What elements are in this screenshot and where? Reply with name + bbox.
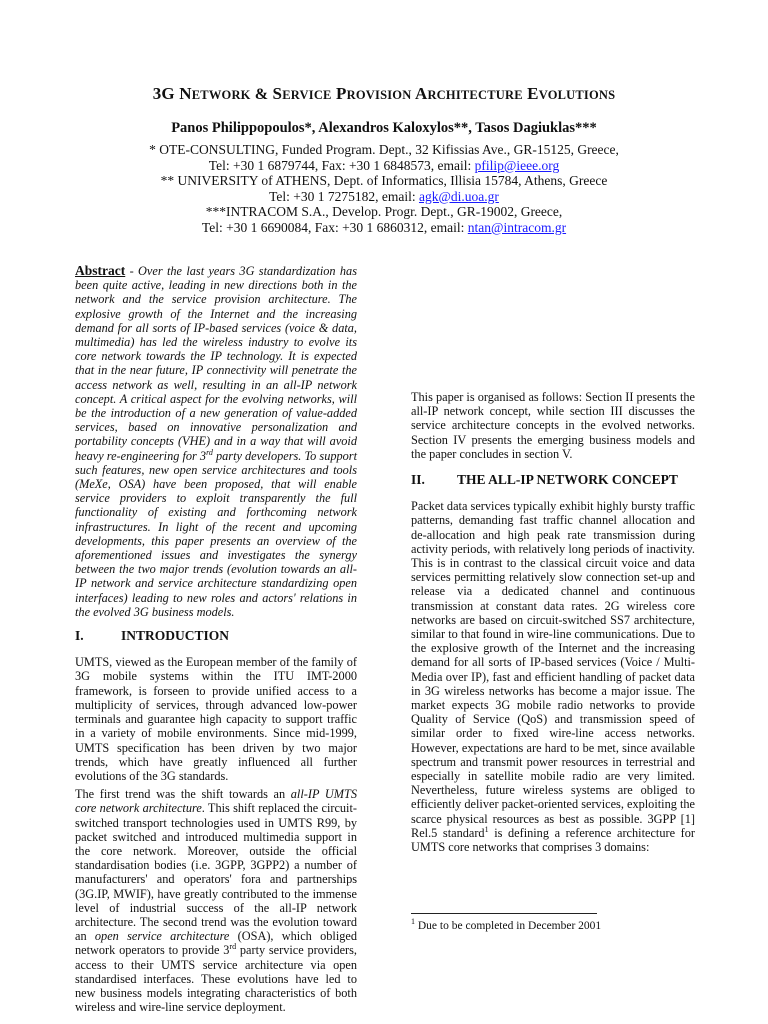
affiliation-athens: ** UNIVERSITY of ATHENS, Dept. of Informatics, Illisia 15784, Athens, Greece [160,173,608,188]
contact-intracom: Tel: +30 1 6690084, Fax: +30 1 6860312, email: ntan@intracom.gr [201,219,567,235]
paper-title: 3G NETWORK & SERVICE PROVISION ARCHITECTURE EVOLUTIONS [152,84,616,103]
email-link-athens[interactable]: agk@di.uoa.gr [418,188,499,204]
section-heading-all-ip: II. THE ALL-IP NETWORK CONCEPT [411,472,678,488]
email-link-ote[interactable]: pfilip@ieee.org [474,157,560,173]
intro-paragraph-3: This paper is organised as follows: Section II presents the all-IP network concept, while section III discusses the service architecture concepts in the evolved networks. Section IV presents the emerging business models and the paper concludes in section V. [411,390,695,461]
affiliations [0,142,768,235]
affiliation-ote: * OTE-CONSULTING, Funded Program. Dept., 32 Kifissias Ave., GR-15125, Greece, [149,142,619,157]
left-column [75,264,357,1014]
footnote: $^1$ Due to be completed in December 2001 [411,917,602,932]
section-heading-introduction: I. INTRODUCTION [75,628,230,644]
email-link-intracom[interactable]: ntan@intracom.gr [467,219,567,235]
author-list: Panos Philippopoulos*, Alexandros Kaloxylos**, Tasos Dagiuklas*** [171,120,597,136]
abstract-heading: Abstract [75,263,126,278]
footnote-divider [411,913,597,914]
abstract: Abstract - Over the last years 3G standardization has been quite active, leading in new directions both in the network and the service provision architecture. The explosive growth of the Internet and the increasing demand for all sorts of IP-based services (voice & data, multimedia) has led the wireless industry to evolve its core network towards the IP technology. It is expected that in the near future, IP connectivity will penetrate the access network as well, resulting in an all-IP network concept. A critical aspect for the evolving networks, will be the introduction of a new generation of value-added services, based on innovative personalization and portability concepts (VHE) and in a way that will avoid heavy re-engineering for 3rd party developers. To support such features, new open service architectures and tools (MeXe, OSA) have been proposed, that will enable service providers to exploit transparently the full functionality of existing and forthcoming network infrastructures. In light of the recent and upcoming developments, this paper presents an overview of the aforementioned issues and investigates the synergy between the two major trends (evolution towards an all-IP network and service architecture standardizing open interfaces) leading to new roles and actors' relations in the evolved 3G business models. [75,263,357,619]
all-ip-paragraph-1: Packet data services typically exhibit highly bursty traffic patterns, demanding fast traffic channel allocation and de-allocation and high peak rate transmission during activity periods, with relatively long periods of inactivity. This is in contrast to the classical circuit voice and data services permitting relatively slow connection set-up and release via a dedicated channel and continuous transmission at constant data rates. 2G wireless core networks are based on circuit-switched SS7 architecture, similar to that found in wire-line communications. Due to the explosive growth of the Internet and the increasing demand for all sorts of IP-based services (Voice / Multi-Media over IP), fast and efficient handling of packet data in 3G wireless networks has become a major issue. The market expects 3G mobile radio networks to provide Quality of Service (QoS) and transmission speed of similar order to fixed wire-line access networks. However, expectations are hard to be met, since available spectrum and transmit power resources in terrestrial and especially in satellite mobile radio are very limited. Nevertheless, future wireless systems are obliged to efficiently deliver packet-oriented services, exploiting the scarce physical resources as best as possible. 3GPP [1] Rel.5 standard$^1$ is defining a reference architecture for UMTS core networks that comprises 3 domains: [411,499,695,855]
contact-ote: Tel: +30 1 6879744, Fax: +30 1 6848573, email: pfilip@ieee.org [208,157,560,173]
intro-paragraph-2: The first trend was the shift towards an all-IP UMTS core network architecture. This shift replaced the circuit-switched transport technologies used in UMTS R99, by packet switched and introduced multimedia support in the core network. Moreover, outside the official standardisation bodies (i.e. 3GPP, 3GPP2) a number of manufacturers' and operators' fora and partnerships (3G.IP, MWIF), have greatly contributed to the immense level of industrial success of the all-IP network architecture. The second trend was the evolution toward an open service architecture (OSA), which obliged network operators to provide 3rd party service providers, access to their UMTS service architecture via open standardised interfaces. These evolutions have led to new business models integrating characteristics of both wireless and wire-line service deployment. [75,787,358,1015]
contact-athens: Tel: +30 1 7275182, email: agk@di.uoa.gr [269,188,499,204]
intro-paragraph-1: UMTS, viewed as the European member of the family of 3G mobile systems within the ITU IMT-2000 framework, is forseen to provide unified access to a multiplicity of services, through advanced low-power terminals and guarantee high capacity to support traffic in a variety of mobile environments. Since mid-1999, UMTS specification has been driven by two major trends, which have greatly influenced all further evolutions of the 3G standards. [75,655,357,783]
right-column [411,264,695,854]
affiliation-intracom: ***INTRACOM S.A., Develop. Progr. Dept., GR-19002, Greece, [205,204,563,219]
